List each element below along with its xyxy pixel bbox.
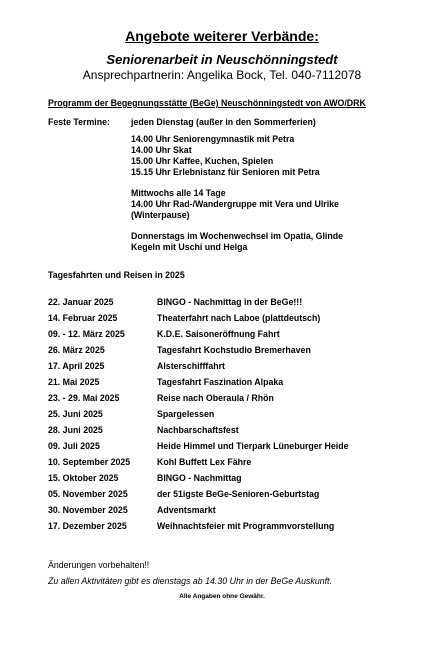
trip-event: Tagesfahrt Kochstudio Bremerhaven <box>157 345 311 355</box>
trip-date: 17. April 2025 <box>48 361 105 371</box>
trip-date: 28. Juni 2025 <box>48 425 103 435</box>
fixed-dates-first-line: jeden Dienstag (außer in den Sommerferien) <box>131 117 316 127</box>
trip-event: Adventsmarkt <box>157 505 216 515</box>
trip-event: Weihnachtsfeier mit Programmvorstellung <box>157 521 335 531</box>
trip-date: 22. Januar 2025 <box>48 297 114 307</box>
contact-line: Ansprechpartnerin: Angelika Bock, Tel. 040-7112078 <box>82 68 362 82</box>
changes-note: Änderungen vorbehalten!! <box>48 560 150 570</box>
trip-event: Alsterschifffahrt <box>157 361 225 371</box>
trip-date: 09. Juli 2025 <box>48 441 100 451</box>
wednesday-item: Mittwochs alle 14 Tage <box>131 188 226 198</box>
trip-event: Tagesfahrt Faszination Alpaka <box>157 377 284 387</box>
trip-date: 21. Mai 2025 <box>48 377 100 387</box>
wednesday-item: 14.00 Uhr Rad-/Wandergruppe mit Vera und Ulrike <box>131 199 339 209</box>
trip-event: BINGO - Nachmittag <box>157 473 242 483</box>
trips-heading: Tagesfahrten und Reisen in 2025 <box>48 270 185 280</box>
trip-event: Heide Himmel und Tierpark Lüneburger Heide <box>157 441 349 451</box>
info-note: Zu allen Aktivitäten gibt es dienstags ab 14.30 Uhr in der BeGe Auskunft. <box>48 576 332 586</box>
page-subtitle: Seniorenarbeit in Neuschönningstedt <box>106 52 338 67</box>
tuesday-item: 15.15 Uhr Erlebnistanz für Senioren mit Petra <box>131 167 320 177</box>
trip-date: 23. - 29. Mai 2025 <box>48 393 120 403</box>
tuesday-item: 15.00 Uhr Kaffee, Kuchen, Spielen <box>131 156 274 166</box>
trip-event: Spargelessen <box>157 409 215 419</box>
disclaimer: Alle Angaben ohne Gewähr. <box>179 593 265 600</box>
thursday-item: Donnerstags im Wochenwechsel im Opatia, Glinde <box>131 231 343 241</box>
trip-event: Reise nach Oberaula / Rhön <box>157 393 274 403</box>
tuesday-item: 14.00 Uhr Skat <box>131 145 192 155</box>
trip-event: Kohl Buffett Lex Fähre <box>157 457 252 467</box>
trip-event: K.D.E. Saisoneröffnung Fahrt <box>157 329 280 339</box>
page-title: Angebote weiterer Verbände: <box>125 28 319 44</box>
trip-date: 26. März 2025 <box>48 345 105 355</box>
wednesday-item: (Winterpause) <box>131 210 190 220</box>
tuesday-item: 14.00 Uhr Seniorengymnastik mit Petra <box>131 134 295 144</box>
trip-event: Theaterfahrt nach Laboe (plattdeutsch) <box>157 313 321 323</box>
trip-date: 30. November 2025 <box>48 505 128 515</box>
trip-event: Nachbarschaftsfest <box>157 425 239 435</box>
fixed-dates-label: Feste Termine: <box>48 117 110 127</box>
trip-date: 09. - 12. März 2025 <box>48 329 125 339</box>
trip-event: BINGO - Nachmittag in der BeGe!!! <box>157 297 303 307</box>
trip-date: 25. Juni 2025 <box>48 409 103 419</box>
thursday-item: Kegeln mit Uschi und Helga <box>131 242 248 252</box>
trip-date: 14. Februar 2025 <box>48 313 118 323</box>
trip-date: 15. Oktober 2025 <box>48 473 119 483</box>
trip-date: 10. September 2025 <box>48 457 131 467</box>
trip-date: 17. Dezember 2025 <box>48 521 127 531</box>
program-heading: Programm der Begegnungsstätte (BeGe) Neuschönningstedt von AWO/DRK <box>48 98 366 108</box>
trip-date: 05. November 2025 <box>48 489 128 499</box>
trip-event: der 51igste BeGe-Senioren-Geburtstag <box>157 489 320 499</box>
